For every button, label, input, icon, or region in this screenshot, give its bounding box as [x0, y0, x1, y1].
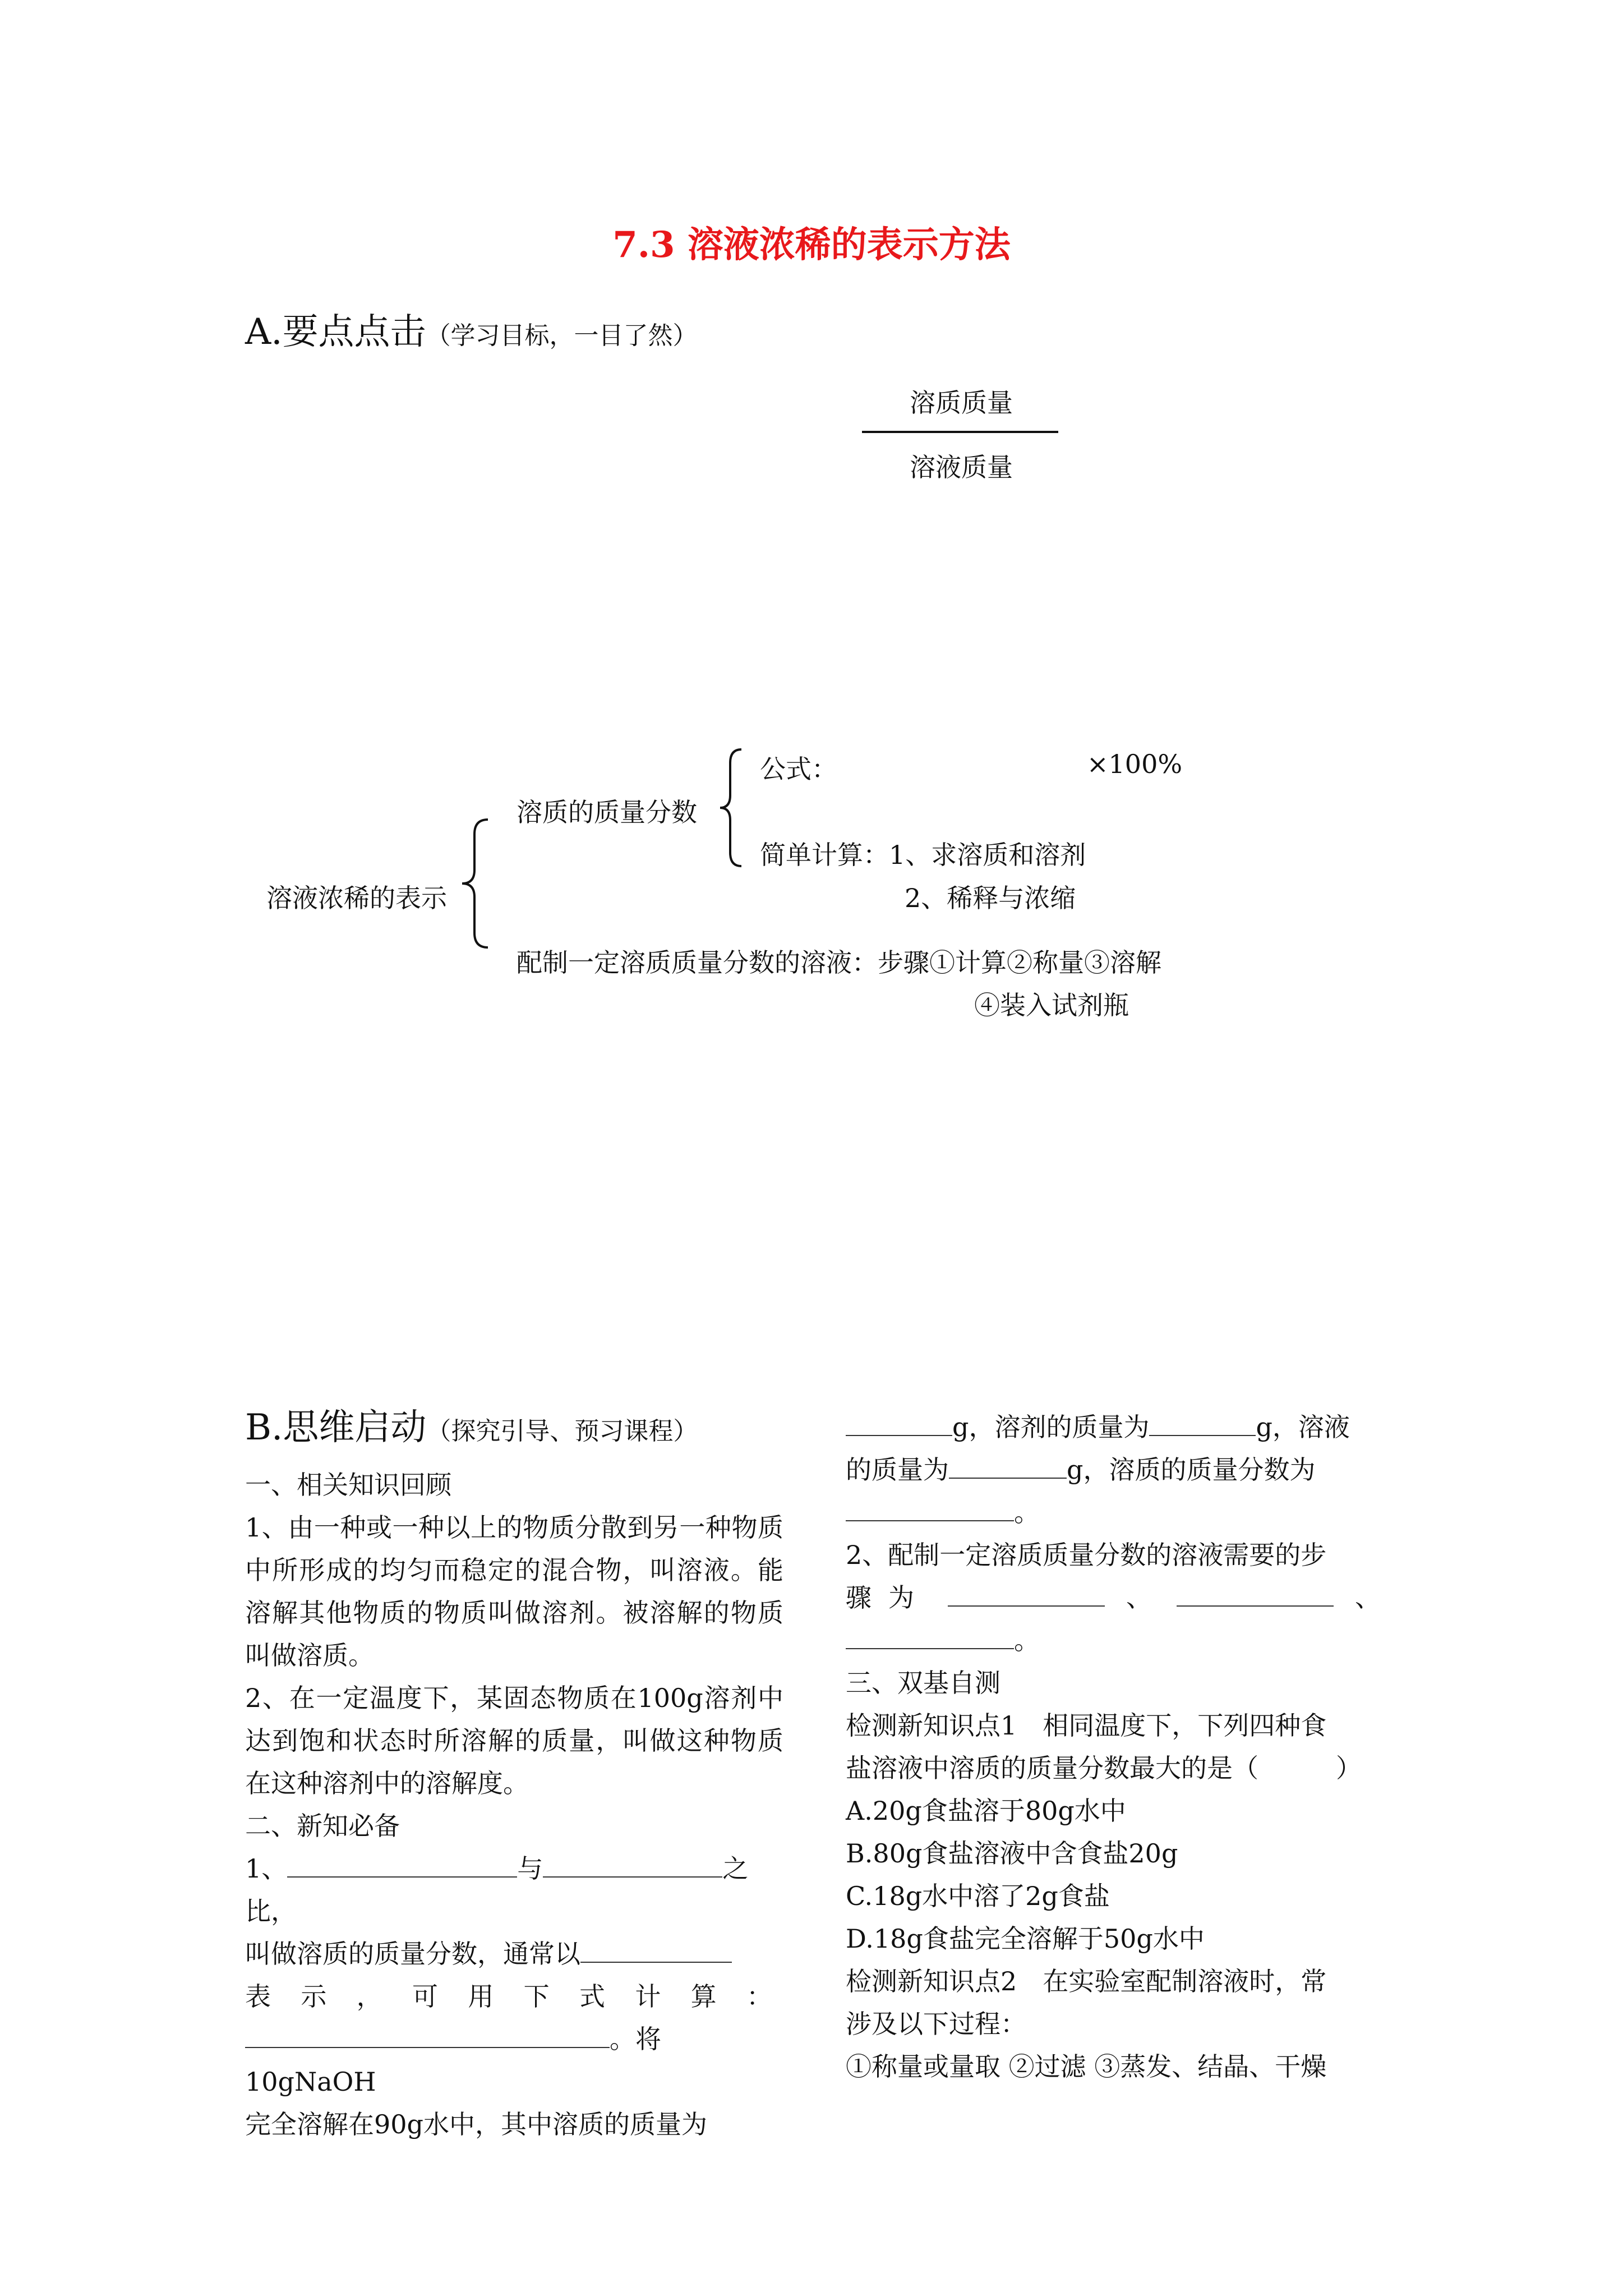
- blank-solute-value[interactable]: [846, 1408, 952, 1436]
- q2-steps: ①称量或量取 ②过滤 ③蒸发、结晶、干燥: [846, 2051, 1327, 2082]
- blank-solvent-value[interactable]: [1149, 1408, 1256, 1436]
- new-item-1-line-5: 完全溶解在90g水中，其中溶质的质量为: [245, 2109, 707, 2139]
- right-line-3: [846, 1491, 1384, 1534]
- section-a-note: （学习目标，一目了然）: [426, 321, 698, 350]
- calc-item-2: 2、稀释与浓缩: [905, 883, 1076, 913]
- right-line-2: [846, 1448, 1384, 1491]
- right-line-1: [846, 1406, 1384, 1448]
- new-item-1-line-3: 表示，可用下式计算：: [245, 1981, 783, 2012]
- right-column: [846, 1402, 1384, 2088]
- preparation-node: 配制一定溶质质量分数的溶液：步骤①计算②称量③溶解: [517, 947, 1161, 978]
- new-1-naoh: 。将10gNaOH: [245, 2024, 661, 2097]
- new-item-2-line-3: [846, 1619, 1384, 1662]
- blank-formula[interactable]: [245, 2020, 610, 2048]
- simple-calc-node: 简单计算：1、求溶质和溶剂: [760, 840, 1086, 870]
- blank-solution-value[interactable]: [949, 1451, 1067, 1479]
- right-1-solution: g，溶液: [1256, 1412, 1350, 1442]
- mass-fraction-node: 溶质的质量分数: [517, 797, 697, 827]
- section-b-heading: [245, 1402, 783, 1457]
- new-item-2-line-2: [846, 1576, 1384, 1619]
- new-2-steps: 骤为: [846, 1582, 931, 1613]
- q2-stem-line-2: 涉及以下过程：: [846, 2009, 1026, 2039]
- new-2-end: 。: [1014, 1625, 1040, 1655]
- new-item-1-line-2: [245, 1932, 783, 1975]
- new-item-1-line-1: [245, 1847, 783, 1932]
- blank-step-2[interactable]: [1177, 1579, 1334, 1607]
- review-title: 一、相关知识回顾: [245, 1470, 451, 1500]
- page-title: 7.3 溶液浓稀的表示方法: [612, 224, 1011, 266]
- right-3-end: 。: [1014, 1497, 1040, 1527]
- new-item-2-line-1: 2、配制一定溶质质量分数的溶液需要的步: [846, 1540, 1327, 1570]
- right-2-mass: 的质量为: [846, 1455, 949, 1485]
- self-test-title: 三、双基自测: [846, 1668, 1000, 1698]
- fraction-denominator: 溶液质量: [910, 452, 1013, 482]
- new-item-1-line-4: [245, 2018, 783, 2103]
- new-2-sep-2: 、: [1355, 1582, 1381, 1613]
- formula-label: 公式：: [760, 754, 837, 784]
- q1-option-a[interactable]: A.20g食盐溶于80g水中: [846, 1796, 1126, 1826]
- blank-expression[interactable]: [580, 1935, 732, 1963]
- section-a-title: A.要点点击: [245, 311, 426, 353]
- new-1-ratio: 之比，: [245, 1853, 749, 1926]
- blank-solute-mass[interactable]: [287, 1849, 517, 1878]
- concept-map-root: 溶液浓稀的表示: [266, 883, 447, 913]
- q1-option-c[interactable]: C.18g水中溶了2g食盐: [846, 1881, 1110, 1911]
- small-brace: [718, 746, 746, 869]
- section-b-note: （探究引导、预习课程）: [426, 1417, 698, 1446]
- fraction-bar: [862, 431, 1058, 433]
- q1-stem-line-2: 盐溶液中溶质的质量分数最大的是（ ）: [846, 1753, 1362, 1783]
- left-column: [245, 1402, 783, 2146]
- formula-suffix: ×100%: [1087, 749, 1183, 779]
- fraction-numerator: 溶质质量: [910, 388, 1013, 418]
- new-1-usually: 叫做溶质的质量分数，通常以: [245, 1939, 580, 1969]
- section-a-heading: [245, 303, 698, 355]
- q1-stem-line-1: 检测新知识点1 相同温度下，下列四种食: [846, 1710, 1327, 1741]
- right-2-fraction: g，溶质的质量分数为: [1067, 1455, 1316, 1485]
- blank-fraction-value[interactable]: [846, 1493, 1014, 1521]
- section-b-title: B.思维启动: [245, 1407, 427, 1448]
- new-1-and: 与: [517, 1853, 543, 1884]
- new-2-sep-1: 、: [1126, 1582, 1152, 1613]
- preparation-step-4: ④装入试剂瓶: [974, 990, 1129, 1020]
- review-paragraph-2: 2、在一定温度下，某固态物质在100g溶剂中达到饱和状态时所溶解的质量，叫做这种物质在这种溶剂中的溶解度。: [245, 1683, 783, 1798]
- review-paragraph-1: 1、由一种或一种以上的物质分散到另一种物质中所形成的均匀而稳定的混合物，叫溶液。能溶解其他物质的物质叫做溶剂。被溶解的物质叫做溶质。: [245, 1512, 783, 1671]
- q1-option-d[interactable]: D.18g食盐完全溶解于50g水中: [846, 1924, 1205, 1954]
- right-1-solvent: g，溶剂的质量为: [952, 1412, 1150, 1442]
- new-knowledge-title: 二、新知必备: [245, 1811, 400, 1841]
- new-1-prefix: 1、: [245, 1853, 288, 1884]
- q1-option-b[interactable]: B.80g食盐溶液中含食盐20g: [846, 1838, 1178, 1869]
- blank-solution-mass[interactable]: [543, 1849, 722, 1878]
- blank-step-3[interactable]: [846, 1621, 1014, 1649]
- large-brace: [459, 816, 492, 951]
- blank-step-1[interactable]: [948, 1579, 1105, 1607]
- q2-stem-line-1: 检测新知识点2 在实验室配制溶液时，常: [846, 1966, 1327, 1996]
